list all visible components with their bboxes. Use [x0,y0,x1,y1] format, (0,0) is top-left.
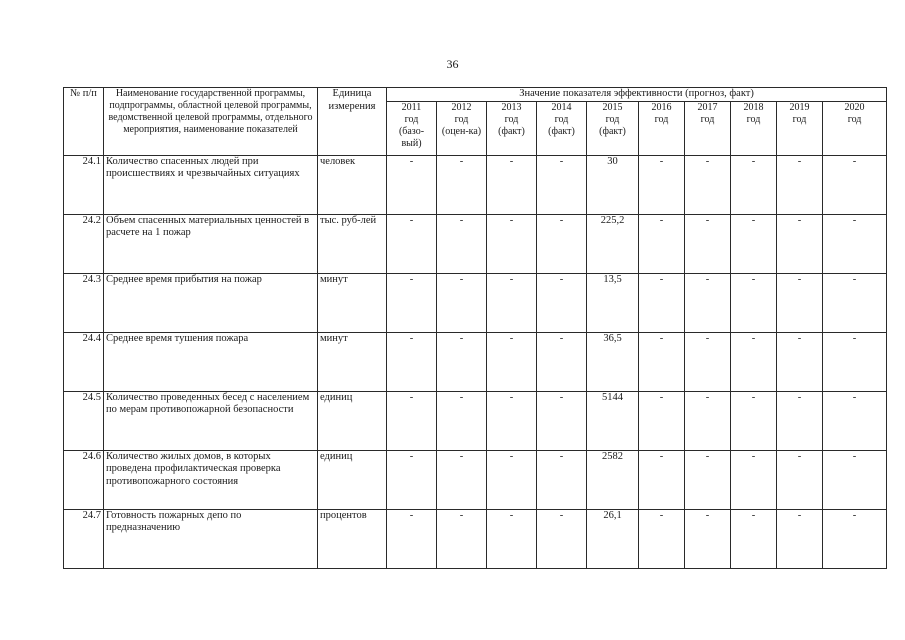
unit-cell: тыс. руб-лей [318,214,387,273]
value-cell: 5144 [587,391,639,450]
value-cell: - [777,332,823,391]
value-cell: - [537,332,587,391]
header-year-2014 [537,101,587,155]
value-cell: - [437,509,487,568]
value-cell: - [537,273,587,332]
header-year-word: год [504,113,519,125]
table-row [64,214,887,273]
header-year-word: год [454,113,469,125]
row-number: 24.2 [64,214,104,273]
value-cell: - [777,214,823,273]
value-cell: - [639,391,685,450]
value-cell: - [777,273,823,332]
value-cell: - [685,450,731,509]
table-row [64,509,887,568]
table-row [64,450,887,509]
indicator-name: Среднее время прибытия на пожар [104,273,318,332]
value-cell: - [487,155,537,214]
value-cell: 225,2 [587,214,639,273]
header-year-year: 2020 [844,101,865,113]
row-number: 24.5 [64,391,104,450]
unit-cell: единиц [318,391,387,450]
header-num: № п/п [64,88,104,156]
value-cell: - [537,155,587,214]
header-year-word: год [554,113,569,125]
row-number: 24.6 [64,450,104,509]
value-cell: - [437,214,487,273]
value-cell: - [639,332,685,391]
value-cell: - [437,332,487,391]
value-cell: - [487,450,537,509]
value-cell: - [639,155,685,214]
value-cell: - [777,450,823,509]
header-year-2019 [777,101,823,155]
header-year-year: 2016 [651,101,672,113]
value-cell: - [387,332,437,391]
row-number: 24.3 [64,273,104,332]
value-cell: - [685,509,731,568]
indicator-name: Среднее время тушения пожара [104,332,318,391]
unit-cell: человек [318,155,387,214]
value-cell: - [639,273,685,332]
value-cell: - [685,391,731,450]
value-cell: - [487,332,537,391]
value-cell: 36,5 [587,332,639,391]
table-row [64,391,887,450]
value-cell: - [731,332,777,391]
row-number: 24.7 [64,509,104,568]
header-year-year: 2018 [743,101,764,113]
value-cell: 26,1 [587,509,639,568]
value-cell: - [387,273,437,332]
header-year-year: 2015 [602,101,623,113]
header-year-word: год [605,113,620,125]
value-cell: - [387,214,437,273]
value-cell: - [685,214,731,273]
value-cell: - [823,155,887,214]
unit-cell: единиц [318,450,387,509]
header-year-note: (факт) [498,125,525,137]
header-year-year: 2017 [697,101,718,113]
value-cell: - [387,509,437,568]
value-cell: - [537,214,587,273]
value-cell: - [731,391,777,450]
header-year-note: (оцен-ка) [441,125,482,137]
header-year-year: 2013 [501,101,522,113]
header-year-year: 2019 [789,101,810,113]
value-cell: - [537,509,587,568]
header-unit: Единица измерения [318,88,387,156]
value-cell: - [487,214,537,273]
table-row [64,332,887,391]
row-number: 24.4 [64,332,104,391]
header-year-note: (факт) [599,125,626,137]
value-cell: - [487,509,537,568]
header-year-2012 [437,101,487,155]
value-cell: - [387,450,437,509]
value-cell: - [387,155,437,214]
header-value-group: Значение показателя эффективности (прогноз, факт) [387,88,887,102]
header-year-word: год [746,113,761,125]
value-cell: - [685,155,731,214]
header-year-2016 [639,101,685,155]
value-cell: - [387,391,437,450]
value-cell: - [777,155,823,214]
header-year-year: 2011 [401,101,422,113]
unit-cell: процентов [318,509,387,568]
value-cell: - [823,214,887,273]
indicator-name: Количество жилых домов, в которых проведена профилактическая проверка противопожарного состояния [104,450,318,509]
header-year-2017 [685,101,731,155]
value-cell: - [823,332,887,391]
value-cell: - [685,332,731,391]
value-cell: - [731,214,777,273]
header-year-note: (факт) [548,125,575,137]
indicator-name: Количество проведенных бесед с населением по мерам противопожарной безопасности [104,391,318,450]
row-number: 24.1 [64,155,104,214]
value-cell: - [437,155,487,214]
value-cell: - [777,391,823,450]
value-cell: - [487,391,537,450]
value-cell: - [731,509,777,568]
indicator-name: Объем спасенных материальных ценностей в расчете на 1 пожар [104,214,318,273]
value-cell: - [777,509,823,568]
header-year-2015 [587,101,639,155]
value-cell: - [823,509,887,568]
value-cell: - [823,450,887,509]
header-year-2018 [731,101,777,155]
value-cell: - [639,450,685,509]
header-year-word: год [654,113,669,125]
value-cell: - [537,391,587,450]
table-row [64,155,887,214]
value-cell: - [437,273,487,332]
indicator-name: Готовность пожарных депо по предназначению [104,509,318,568]
header-name: Наименование государственной программы, подпрограммы, областной целевой программы, ведомственной целевой программы, отдельного мероприятия, наименование показателей [104,88,318,156]
value-cell: - [731,155,777,214]
value-cell: - [731,273,777,332]
value-cell: - [487,273,537,332]
value-cell: - [537,450,587,509]
header-year-2011 [387,101,437,155]
header-year-2020 [823,101,887,155]
indicator-name: Количество спасенных людей при происшествиях и чрезвычайных ситуациях [104,155,318,214]
header-year-word: год [792,113,807,125]
header-year-word: год [847,113,862,125]
header-year-year: 2012 [451,101,472,113]
header-year-year: 2014 [551,101,572,113]
header-year-word: год [404,113,419,125]
unit-cell: минут [318,332,387,391]
value-cell: - [685,273,731,332]
value-cell: - [437,450,487,509]
header-year-note: (базо-вый) [398,125,425,149]
table-row [64,273,887,332]
value-cell: - [731,450,777,509]
value-cell: 30 [587,155,639,214]
value-cell: 2582 [587,450,639,509]
value-cell: - [639,509,685,568]
value-cell: - [823,273,887,332]
indicators-table [63,87,887,569]
value-cell: - [823,391,887,450]
value-cell: - [437,391,487,450]
page-number: 36 [446,57,459,71]
value-cell: 13,5 [587,273,639,332]
unit-cell: минут [318,273,387,332]
header-year-2013 [487,101,537,155]
header-year-word: год [700,113,715,125]
value-cell: - [639,214,685,273]
